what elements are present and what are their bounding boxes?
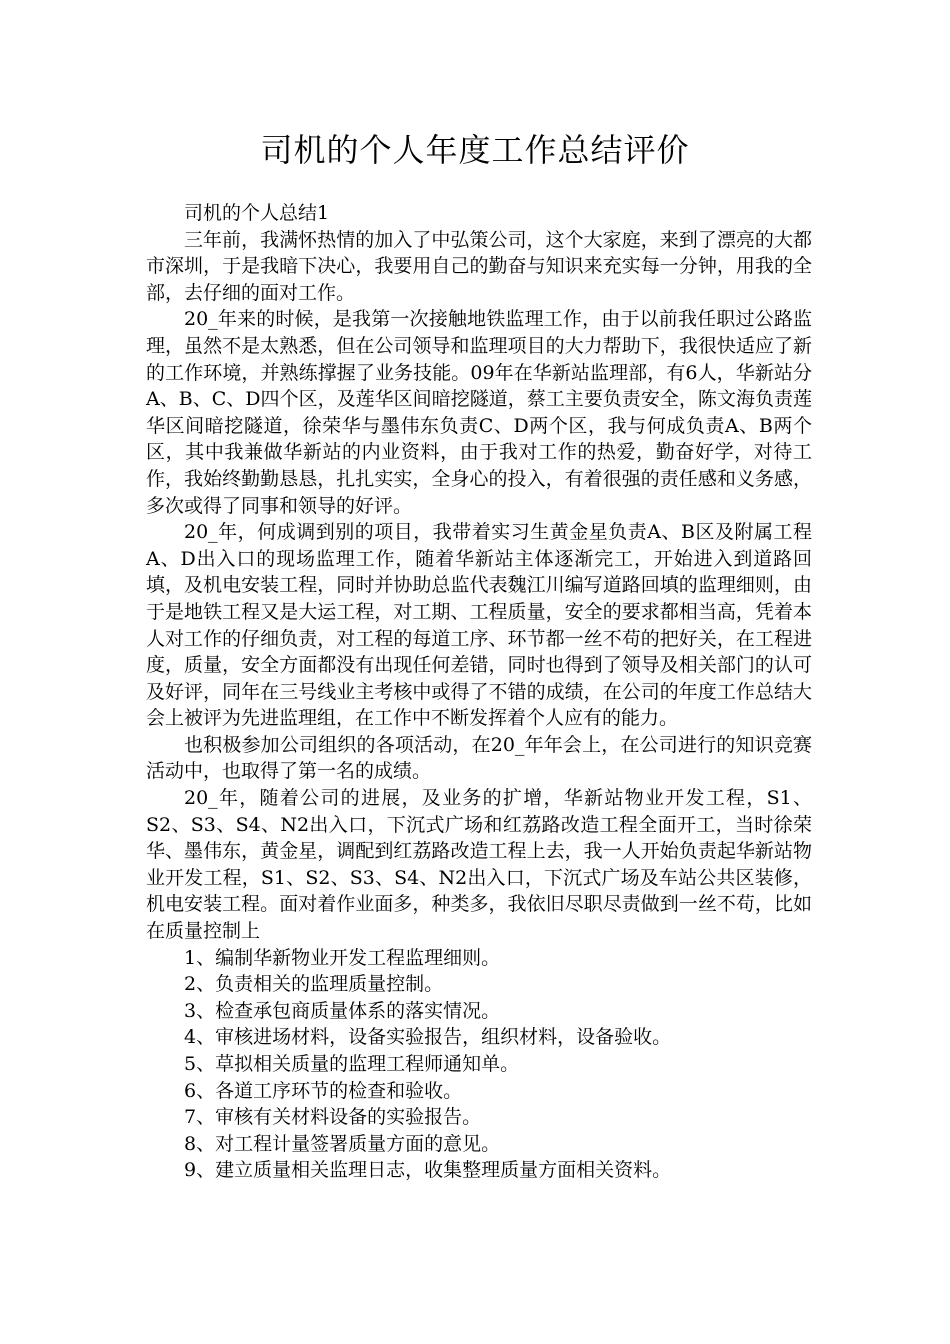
section-heading: 司机的个人总结1 [184, 202, 330, 224]
document-body [146, 200, 812, 1184]
list-item: 1、编制华新物业开发工程监理细则。 [184, 946, 501, 969]
list-item: 5、草拟相关质量的监理工程师通知单。 [184, 1053, 520, 1075]
paragraph-intro: 三年前，我满怀热情的加入了中弘策公司，这个大家庭，来到了漂亮的大都市深圳，于是我暗下决心，我要用自己的勤奋与知识来充实每一分钟，用我的全部，去仔细的面对工作。 [146, 228, 812, 304]
paragraph-third-year: 20_年，随着公司的进展，及业务的扩增，华新站物业开发工程，S1、S2、S3、S4、N2出入口，下沉式广场和红荔路改造工程全面开工，当时徐荣华、墨伟东，黄金星，调配到红荔路改造工程上去，我一人开始负责起华新站物业开发工程，S1、S2、S3、S4、N2出入口，下沉式广场及车站公共区装修，机电安装工程。面对着作业面多，种类多，我依旧尽职尽责做到一丝不苟，比如在质量控制上 [146, 787, 812, 943]
paragraph-second-year: 20_年，何成调到别的项目，我带着实习生黄金星负责A、B区及附属工程A、D出入口的现场监理工作，随着华新站主体逐渐完工，开始进入到道路回填，及机电安装工程，同时并协助总监代表魏江川编写道路回填的监理细则，由于是地铁工程又是大运工程，对工期、工程质量，安全的要求都相当高，凭着本人对工作的仔细负责，对工程的每道工序、环节都一丝不苟的把好关，在工程进度，质量，安全方面都没有出现任何差错，同时也得到了领导及相关部门的认可及好评，同年在三号线业主考核中或得了不错的成绩，在公司的年度工作总结大会上被评为先进监理组，在工作中不断发挥着个人应有的能力。 [146, 521, 812, 730]
document-title: 司机的个人年度工作总结评价 [260, 131, 690, 169]
paragraph-first-year: 20_年来的时候，是我第一次接触地铁监理工作，由于以前我任职过公路监理，虽然不是太熟悉，但在公司领导和监理项目的大力帮助下，我很快适应了新的工作环境，并熟练撑握了业务技能。09年在华新站监理部，有6人，华新站分A、B、C、D四个区，及莲华区间暗挖隧道，蔡工主要负责安全，陈文海负责莲华区间暗挖隧道，徐荣华与墨伟东负责C、D两个区，我与何成负责A、B两个区，其中我兼做华新站的内业资料，由于我对工作的热爱，勤奋好学，对待工作，我始终勤勤恳恳，扎扎实实，全身心的投入，有着很强的责任感和义务感，多次或得了同事和领导的好评。 [146, 308, 812, 517]
list-item: 2、负责相关的监理质量控制。 [184, 973, 444, 996]
list-item: 9、建立质量相关监理日志，收集整理质量方面相关资料。 [184, 1159, 672, 1182]
list-item: 8、对工程计量签署质量方面的意见。 [184, 1132, 501, 1155]
list-item: 4、审核进场材料，设备实验报告，组织材料，设备验收。 [184, 1026, 672, 1049]
list-item: 6、各道工序环节的检查和验收。 [184, 1079, 463, 1102]
quality-control-list [146, 945, 812, 1184]
list-item: 7、审核有关材料设备的实验报告。 [184, 1106, 482, 1129]
paragraph-activities: 也积极参加公司组织的各项活动，在20_年年会上，在公司进行的知识竞赛活动中，也取得了第一名的成绩。 [146, 733, 812, 783]
list-item: 3、检查承包商质量体系的落实情况。 [184, 999, 501, 1022]
